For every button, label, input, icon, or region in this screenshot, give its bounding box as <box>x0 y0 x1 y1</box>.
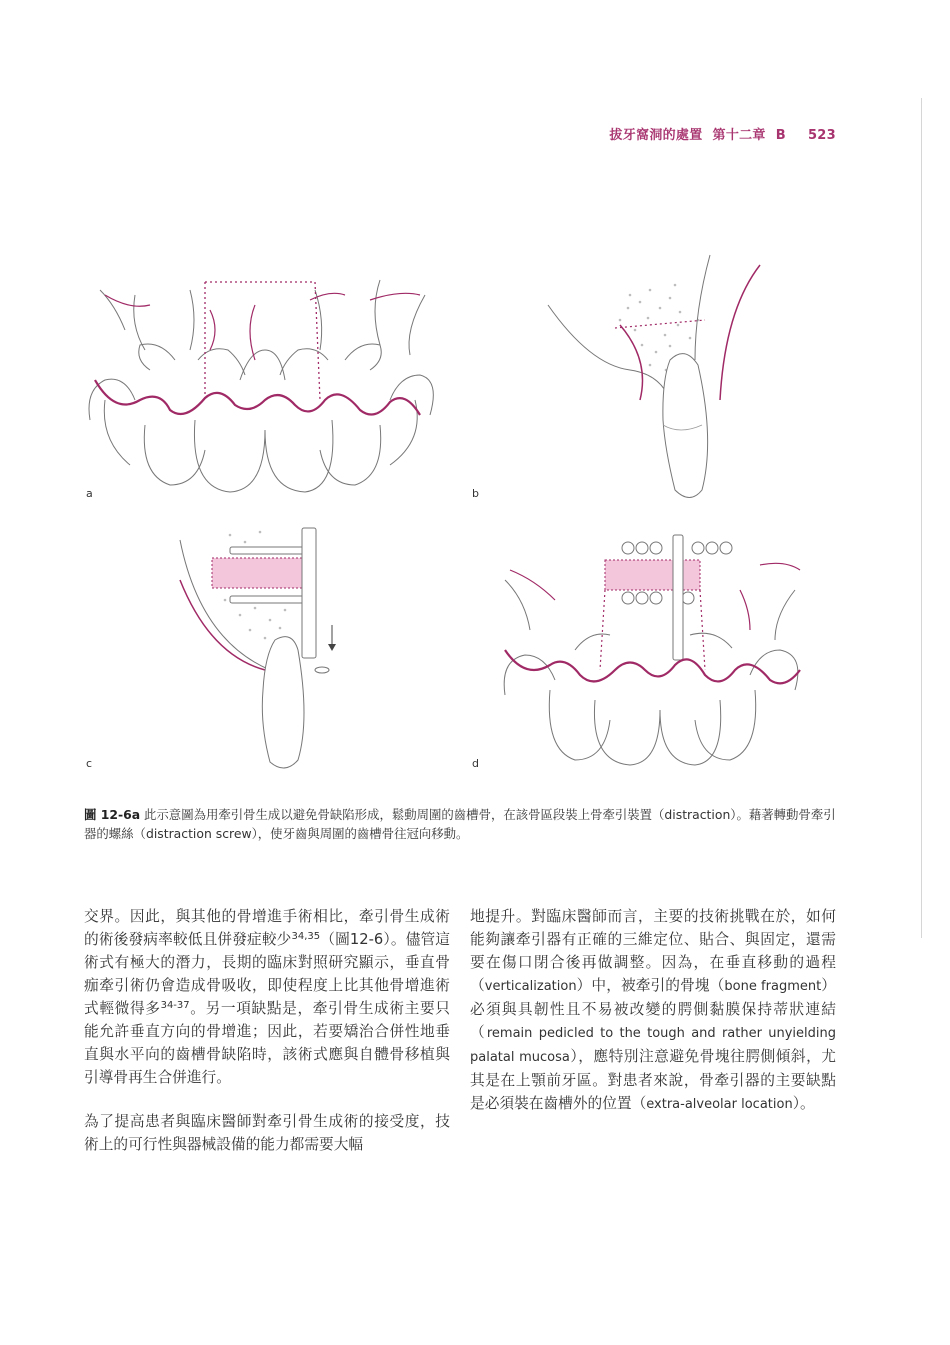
lateral-distraction-device-drawing <box>80 520 440 770</box>
illustration-panel-a <box>80 250 440 500</box>
panel-label-c: c <box>86 757 93 770</box>
body-left-column <box>84 905 450 1177</box>
tooth-lateral-osteotomy-drawing <box>470 250 830 500</box>
text-run: ），應特別注意避免骨塊往腭側傾斜，尤其是在上顎前牙區。對患者來說，骨牽引器的主要缺點是必須裝在齒槽外的位置（ <box>470 1048 836 1112</box>
english-term: bone fragment <box>724 979 822 994</box>
running-header <box>609 124 836 143</box>
text-run: （圖12-6）。儘管這術式有極大的潛力，長期的臨床對照研究顯示，垂直骨痂牽引術仍會造成骨吸收，即使程度上比其他骨增進術式輕微得多 <box>84 931 450 1017</box>
text-run: 地提升。對臨床醫師而言，主要的技術挑戰在於，如何能夠讓牽引器有正確的三維定位、貼合、與固定，還需要在傷口閉合後再做調整。因為，在垂直移動的過程（ <box>470 908 836 994</box>
frontal-distraction-device-drawing <box>470 520 830 770</box>
figure-caption <box>84 805 839 843</box>
header-chapter: 第十二章 <box>712 128 766 143</box>
paragraph <box>84 905 450 1089</box>
body-right-column <box>470 905 836 1137</box>
text-run: ）中，被牽引的骨塊（ <box>576 977 725 994</box>
text-run: ）。 <box>792 1095 815 1112</box>
illustration-panel-b <box>470 250 830 500</box>
english-term: extra-alveolar location <box>646 1097 793 1112</box>
teeth-frontal-osteotomy-drawing <box>80 250 440 500</box>
panel-label-b: b <box>472 487 479 500</box>
page-number: 523 <box>807 128 836 143</box>
paragraph: 為了提高患者與臨床醫師對牽引骨生成術的接受度，技術上的可行性與器械設備的能力都需要大幅 <box>84 1113 450 1153</box>
figure-id: 圖 12-6a <box>84 807 141 822</box>
panel-label-a: a <box>86 487 93 500</box>
english-term: verticalization <box>484 979 577 994</box>
caption-text: 此示意圖為用牽引骨生成以避免骨缺陷形成，鬆動周圍的齒槽骨，在該骨區段裝上骨牽引裝置（distraction）。藉著轉動骨牽引器的螺絲（distraction screw），使牙齒與周圍的齒槽骨往冠向移動。 <box>84 807 836 841</box>
paragraph <box>470 905 836 1116</box>
illustration-panel-d <box>470 520 830 770</box>
header-letter: B <box>775 128 786 143</box>
illustration-panel-c <box>80 520 440 770</box>
english-term: remain pedicled to the tough and rather unyielding palatal mucosa <box>470 1026 836 1065</box>
header-section: 拔牙窩洞的處置 <box>609 128 703 143</box>
reference-superscript: 34-37 <box>160 1000 190 1011</box>
text-run: 。另一項缺點是，牽引骨生成術主要只能允許垂直方向的骨增進；因此，若要矯治合併性地垂直與水平向的齒槽骨缺陷時，該術式應與自體骨移植與引導骨再生合併進行。 <box>84 1000 450 1086</box>
text-run: ）必須與具韌性且不易被改變的腭側黏膜保持蒂狀連結（ <box>470 977 836 1041</box>
page-edge-line <box>921 98 922 938</box>
reference-superscript: 34,35 <box>291 931 321 942</box>
text-run: 交界。因此，與其他的骨增進手術相比，牽引骨生成術的術後發病率較低且併發症較少 <box>84 908 450 948</box>
panel-label-d: d <box>472 757 479 770</box>
